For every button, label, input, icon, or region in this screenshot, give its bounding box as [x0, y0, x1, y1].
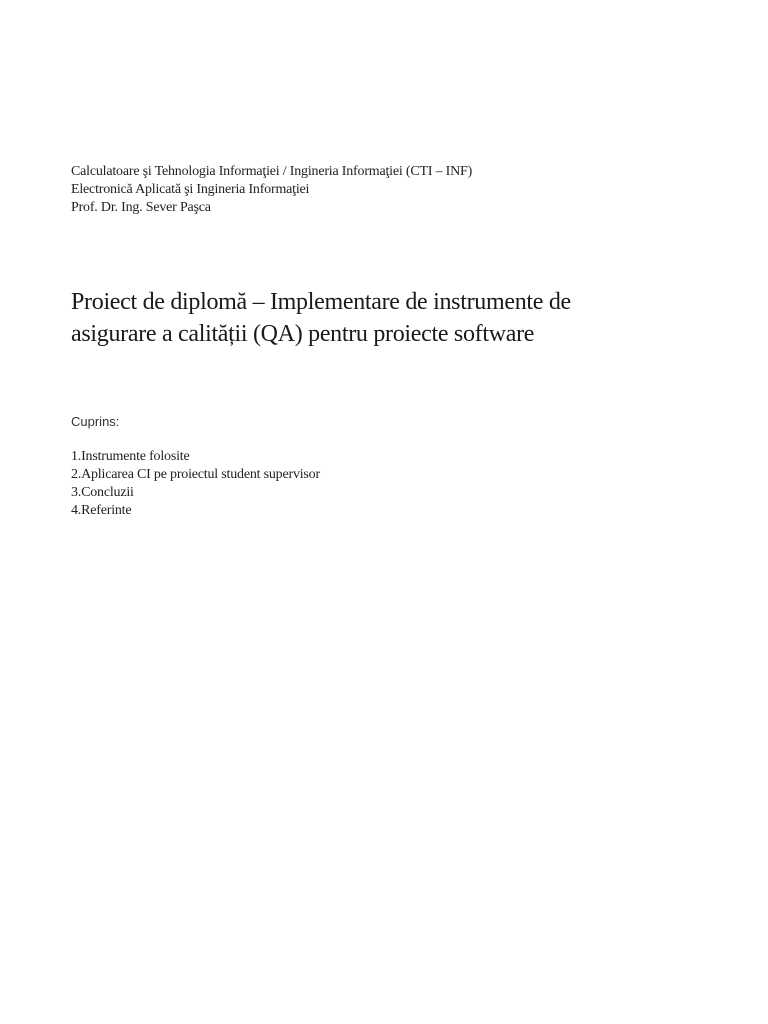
- project-title-line-1: Proiect de diplomă – Implementare de instrumente de: [71, 289, 571, 315]
- contents-item: 2.Aplicarea CI pe proiectul student supervisor: [71, 467, 320, 482]
- contents-item: 1.Instrumente folosite: [71, 449, 190, 464]
- faculty-header: [71, 163, 472, 217]
- contents-heading: Cuprins:: [71, 414, 120, 429]
- project-title: [71, 286, 571, 350]
- supervisor-line: Prof. Dr. Ing. Sever Paşca: [71, 200, 211, 215]
- specialization-line: Electronică Aplicată şi Ingineria Informaţiei: [71, 182, 310, 197]
- department-line: Calculatoare şi Tehnologia Informaţiei / Ingineria Informaţiei (CTI – INF): [71, 164, 473, 179]
- project-title-line-2: asigurare a calității (QA) pentru proiecte software: [71, 321, 535, 347]
- contents-item: 3.Concluzii: [71, 485, 134, 500]
- contents-list: [71, 448, 320, 520]
- contents-item: 4.Referinte: [71, 503, 132, 518]
